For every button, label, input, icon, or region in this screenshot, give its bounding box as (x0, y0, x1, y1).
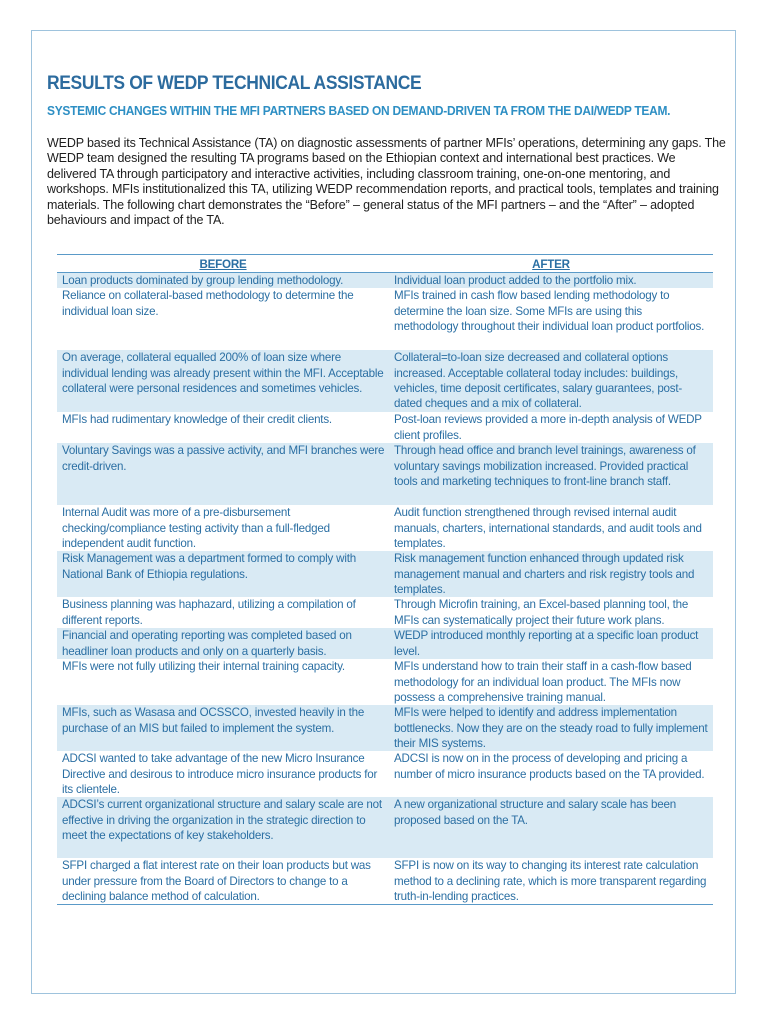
before-cell: MFIs were not fully utilizing their internal training capacity. (62, 660, 345, 674)
after-cell: MFIs understand how to train their staff in a cash-flow based methodology for an individual loan product. The MFIs now possess a comprehensive training manual. (394, 660, 692, 704)
after-cell: MFIs trained in cash flow based lending methodology to determine the loan size. Some MFIs are using this methodology throughout their individual loan product portfolios. (394, 289, 705, 333)
before-cell: SFPI charged a flat interest rate on their loan products but was under pressure from the Board of Directors to change to a declining balance method of calculation. (57, 858, 389, 904)
after-cell: Individual loan product added to the portfolio mix. (389, 273, 713, 289)
table-row (57, 505, 713, 551)
before-after-table (57, 254, 713, 905)
intro-paragraph: WEDP based its Technical Assistance (TA) on diagnostic assessments of partner MFIs’ operations, determining any gaps. The WEDP team designed the resulting TA programs based on the Ethiopian context and international best practices. We delivered TA through participatory and interactive activities, including classroom training, one-on-one mentoring, and workshops. MFIs institutionalized this TA, utilizing WEDP recommendation reports, and practical tools, templates and training materials. The following chart demonstrates the “Before” – general status of the MFI partners – and the “After” – adopted behaviours and impact of the TA. (47, 136, 726, 228)
after-cell: Through head office and branch level trainings, awareness of voluntary savings mobilization increased. Provided practical tools and marketing techniques to front-line branch staff. (389, 443, 713, 505)
after-cell: Collateral=to-loan size decreased and collateral options increased. Acceptable collateral today includes: buildings, vehicles, time deposit certificates, salary guarantees, post-dated cheques and a mix of collateral. (389, 350, 713, 412)
after-cell: A new organizational structure and salary scale has been proposed based on the TA. (389, 797, 713, 858)
page-title: RESULTS OF WEDP TECHNICAL ASSISTANCE (47, 73, 422, 94)
before-cell: Financial and operating reporting was completed based on headliner loan products and only on a quarterly basis. (57, 628, 389, 659)
table-row (57, 797, 713, 858)
after-cell: Risk management function enhanced through updated risk management manual and charters and risk registry tools and templates. (389, 551, 713, 597)
after-cell: ADCSI is now on in the process of developing and pricing a number of micro insurance products based on the TA provided. (394, 752, 705, 781)
before-cell: MFIs had rudimentary knowledge of their credit clients. (62, 413, 332, 427)
table-row (57, 443, 713, 505)
before-cell: Reliance on collateral-based methodology to determine the individual loan size. (62, 289, 354, 318)
before-cell: Business planning was haphazard, utilizing a compilation of different reports. (62, 598, 356, 627)
table-row (57, 273, 713, 289)
table-row (57, 350, 713, 412)
after-cell: Post-loan reviews provided a more in-depth analysis of WEDP client profiles. (394, 413, 702, 442)
before-cell: Internal Audit was more of a pre-disbursement checking/compliance testing activity than a full-fledged independent audit function. (62, 506, 330, 550)
table-row (57, 412, 713, 443)
table-header-row (57, 255, 713, 273)
before-cell: Voluntary Savings was a passive activity, and MFI branches were credit-driven. (57, 443, 389, 505)
after-header: AFTER (389, 255, 713, 273)
after-cell: SFPI is now on its way to changing its interest rate calculation method to a declining rate, which is more transparent regarding truth-in-lending practices. (389, 858, 713, 904)
before-cell: ADCSI wanted to take advantage of the new Micro Insurance Directive and desirous to introduce micro insurance products for its clientele. (62, 752, 378, 796)
before-header: BEFORE (57, 255, 389, 273)
before-cell: Risk Management was a department formed to comply with National Bank of Ethiopia regulations. (57, 551, 389, 597)
after-cell: Audit function strengthened through revised internal audit manuals, charters, international standards, and audit tools and templates. (394, 506, 702, 550)
table-row (57, 858, 713, 904)
after-cell: WEDP introduced monthly reporting at a specific loan product level. (389, 628, 713, 659)
before-cell: ADCSI’s current organizational structure and salary scale are not effective in driving the organization in the strategic direction to meet the expectations of key stakeholders. (57, 797, 389, 858)
after-cell: Through Microfin training, an Excel-based planning tool, the MFIs can systematically project their future work plans. (394, 598, 689, 627)
table-row (57, 705, 713, 751)
table-row (57, 597, 713, 628)
before-cell: On average, collateral equalled 200% of loan size where individual lending was already present within the MFI. Acceptable collateral were personal residences and sometimes vehicles. (57, 350, 389, 412)
table-row (57, 628, 713, 659)
table-row (57, 288, 713, 350)
before-cell: MFIs, such as Wasasa and OCSSCO, invested heavily in the purchase of an MIS but failed to implement the system. (57, 705, 389, 751)
before-cell: Loan products dominated by group lending methodology. (57, 273, 389, 289)
table-row (57, 659, 713, 705)
page-subtitle: SYSTEMIC CHANGES WITHIN THE MFI PARTNERS BASED ON DEMAND-DRIVEN TA FROM THE DAI/WEDP TEAM. (47, 103, 671, 118)
table-row (57, 551, 713, 597)
after-cell: MFIs were helped to identify and address implementation bottlenecks. Now they are on the steady road to fully implement their MIS systems. (389, 705, 713, 751)
table-row (57, 751, 713, 797)
